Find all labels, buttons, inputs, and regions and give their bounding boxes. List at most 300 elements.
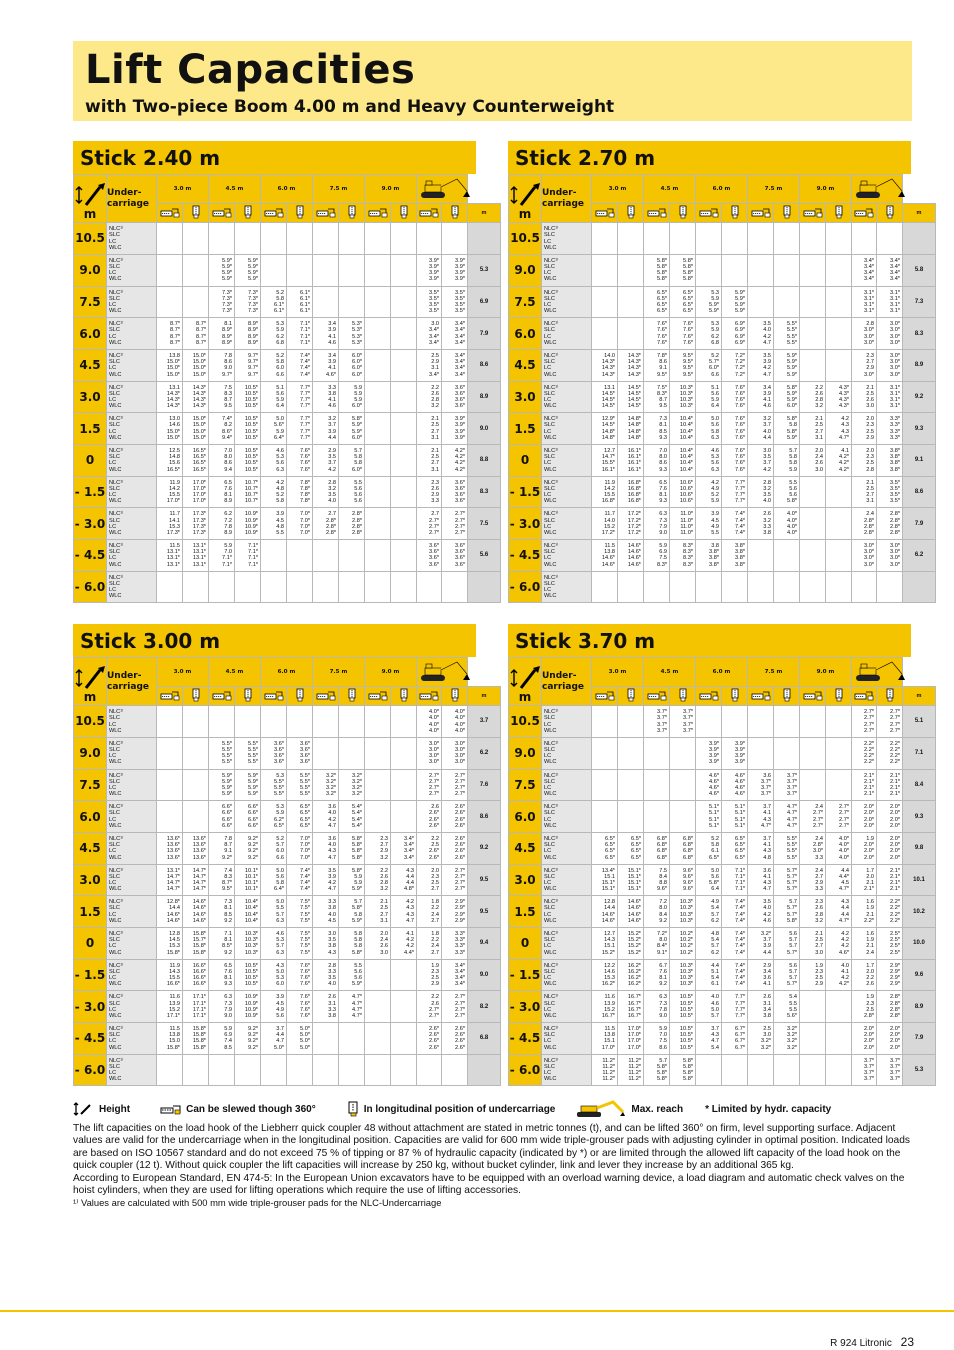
page-header [73,41,912,121]
capacity-value: 15.1* [601,886,615,893]
capacity-value: 2.6* [429,1038,439,1045]
capacity-value: 7.6* [683,321,693,328]
capacity-value: 16.5* [192,454,206,461]
capacity-value: 3.5 [328,867,336,874]
capacity-value: 5.6 [354,492,362,499]
longitudinal-capacity-cell [235,801,261,833]
undercarriage-label: LC [544,270,552,277]
capacity-value: 3.9* [455,264,465,271]
capacity-value: 5.5 [789,1000,797,1007]
capacity-value: 6.1 [711,848,719,855]
max-reach-value: 8.3 [468,476,501,508]
undercarriage-label: SLC [109,968,120,975]
capacity-value: 15.6 [169,460,180,467]
longitudinal-capacity-cell [877,1054,903,1086]
slew-capacity-cell [748,737,774,769]
slew-capacity-cell [157,381,183,413]
capacity-value: 6.9 [224,1032,232,1039]
longitudinal-capacity-cell [391,864,417,896]
capacity-value: 1.9 [866,994,874,1001]
capacity-value: 5.9 [224,1026,232,1033]
slew-capacity-cell [852,571,877,603]
slew-capacity-cell [157,476,183,508]
capacity-value: 5.3* [352,339,362,346]
slew-capacity-cell [592,254,618,286]
undercarriage-label: LC [109,1006,117,1013]
capacity-value: 7.3* [222,289,232,296]
capacity-value: 10.5* [679,994,693,1001]
capacity-value: 8.6* [222,428,232,435]
capacity-value: 2.5 [866,1006,874,1013]
slew-capacity-cell [852,223,877,255]
undercarriage-label: WLC [544,949,557,956]
slew-capacity-cell [748,286,774,318]
capacity-value: 9.2 [659,981,667,988]
undercarriage-label: WLC [109,822,122,829]
slew-capacity-cell [800,286,826,318]
capacity-value: 8.1 [224,975,232,982]
capacity-value: 2.5 [815,975,823,982]
capacity-value: 2.7 [431,949,439,956]
capacity-value: 1.7 [866,962,874,969]
capacity-value: 16.6* [192,962,206,969]
undercarriage-label: WLC [109,1012,122,1019]
longitudinal-icon [670,204,696,223]
capacity-value: 14.8 [169,454,180,461]
capacity-value: 2.8* [890,994,900,1001]
capacity-value: 3.7* [787,784,797,791]
capacity-value: 3.4 [328,321,336,328]
capacity-value: 3.5* [890,485,900,492]
capacity-value: 2.6* [455,822,465,829]
capacity-value: 11.5 [604,543,615,550]
capacity-value: 6.6 [711,371,719,378]
capacity-value: 10.3* [244,930,258,937]
undercarriage-label: SLC [109,517,120,524]
capacity-value: 6.7* [735,1044,745,1051]
capacity-value: 6.2 [711,949,719,956]
capacity-value: 8.7* [222,879,232,886]
slew-capacity-cell [417,801,442,833]
capacity-value: 9.6* [683,886,693,893]
capacity-value: 8.4 [659,911,667,918]
capacity-value: 10.5* [244,422,258,429]
longitudinal-capacity-cell [442,769,468,801]
undercarriage-label: WLC [109,949,122,956]
capacity-value: 7.0 [224,549,232,556]
longitudinal-capacity-cell [339,896,365,928]
undercarriage-label: WLC [544,498,557,505]
capacity-value: 2.6* [429,1026,439,1033]
capacity-value: 3.4 [763,968,771,975]
capacity-value: 4.0 [328,911,336,918]
capacity-value: 8.6 [659,359,667,366]
capacity-value: 17.2* [627,517,641,524]
capacity-value: 5.5* [787,321,797,328]
height-value: 3.0 [74,381,107,413]
capacity-value: 5.1* [735,822,745,829]
height-value: 0 [74,928,107,960]
longitudinal-capacity-cell [442,254,468,286]
longitudinal-capacity-cell [235,476,261,508]
capacity-value: 14.6* [627,543,641,550]
slew-capacity-cell [852,737,877,769]
longitudinal-capacity-cell [391,737,417,769]
capacity-value: 9.2* [248,854,258,861]
longitudinal-capacity-cell [442,413,468,445]
capacity-value: 14.3* [166,390,180,397]
capacity-value: 10.3* [679,962,693,969]
capacity-value: 2.8* [326,529,336,536]
capacity-value: 15.3 [169,943,180,950]
capacity-value: 3.6* [274,747,284,754]
capacity-value: 3.0* [429,759,439,766]
capacity-value: 10.3* [679,390,693,397]
longitudinal-capacity-cell [618,445,644,477]
capacity-value: 2.2 [431,835,439,842]
slew-capacity-cell [592,864,618,896]
longitudinal-capacity-cell [670,254,696,286]
capacity-value: 3.6 [763,772,771,779]
undercarriage-types [107,864,157,896]
capacity-value: 9.3 [659,466,667,473]
capacity-value: 6.6 [276,371,284,378]
capacity-value: 10.5* [244,466,258,473]
capacity-value: 3.2 [763,517,771,524]
capacity-value: 11.7 [169,511,180,518]
table-row [509,896,936,928]
longitudinal-capacity-cell [339,1023,365,1055]
capacity-value: 5.4* [352,810,362,817]
capacity-value: 7.1* [248,561,258,568]
capacity-value: 10.2* [679,930,693,937]
capacity-value: 7.0* [300,848,310,855]
capacity-value: 14.3* [166,403,180,410]
capacity-value: 3.6* [274,753,284,760]
capacity-value: 5.9* [352,886,362,893]
longitudinal-capacity-cell [235,896,261,928]
capacity-value: 17.0* [192,492,206,499]
capacity-value: 2.6 [763,511,771,518]
capacity-value: 7.7* [735,479,745,486]
capacity-value: 2.9* [455,899,465,906]
capacity-value: 3.1* [890,390,900,397]
capacity-value: 5.5* [248,753,258,760]
capacity-value: 5.8* [683,1063,693,1070]
capacity-value: 2.0 [866,873,874,880]
capacity-value: 2.7* [455,873,465,880]
slew-capacity-cell [748,991,774,1023]
slew-capacity-cell [696,896,722,928]
capacity-value: 2.2* [890,753,900,760]
longitudinal-capacity-cell [183,801,209,833]
capacity-value: 14.3* [627,359,641,366]
slew-capacity-cell [592,737,618,769]
undercarriage-types [542,737,592,769]
capacity-value: 14.4 [169,905,180,912]
capacity-value: 3.6* [455,492,465,499]
undercarriage-label: SLC [544,390,555,397]
slew-capacity-cell [209,769,235,801]
capacity-value: 7.2* [735,352,745,359]
capacity-value: 2.8* [890,517,900,524]
capacity-value: 10.4* [679,447,693,454]
capacity-value: 3.5* [429,295,439,302]
longitudinal-capacity-cell [442,928,468,960]
slew-capacity-cell [365,286,391,318]
capacity-value: 4.3 [841,422,849,429]
capacity-value: 2.1* [890,867,900,874]
capacity-value: 10.3* [244,949,258,956]
capacity-value: 3.0* [455,740,465,747]
undercarriage-label: NLC¹⁾ [109,479,124,486]
slew-capacity-cell [644,991,670,1023]
capacity-value: 6.0* [352,365,362,372]
capacity-value: 3.0* [890,333,900,340]
slew-icon [696,204,722,223]
capacity-value: 10.1* [244,886,258,893]
capacity-value: 5.4 [789,994,797,1001]
longitudinal-capacity-cell [183,254,209,286]
longitudinal-capacity-cell [722,571,748,603]
capacity-value: 14.3* [627,352,641,359]
longitudinal-capacity-cell [235,864,261,896]
capacity-value: 7.2 [224,517,232,524]
capacity-value: 10.4* [679,460,693,467]
slew-capacity-cell [365,445,391,477]
capacity-value: 7.5 [659,1038,667,1045]
longitudinal-capacity-cell [774,349,800,381]
max-reach-value: 8.6 [468,349,501,381]
longitudinal-capacity-cell [826,540,852,572]
slew-capacity-cell [592,706,618,738]
capacity-value: 11.2* [628,1063,641,1070]
undercarriage-label: NLC¹⁾ [544,930,559,937]
capacity-value: 2.2* [890,917,900,924]
undercarriage-label: LC [544,492,552,499]
capacity-value: 8.9* [248,327,258,334]
capacity-value: 2.7* [864,721,874,728]
longitudinal-capacity-cell [722,445,748,477]
undercarriage-types [542,896,592,928]
capacity-value: 3.5* [429,289,439,296]
capacity-value: 5.8 [354,911,362,918]
capacity-value: 6.5* [657,308,667,315]
undercarriage-label: LC [544,848,552,855]
capacity-value: 5.8 [711,842,719,849]
capacity-value: 7.5* [300,899,310,906]
undercarriage-label: NLC¹⁾ [109,740,124,747]
undercarriage-label: SLC [544,905,555,912]
undercarriage-types [542,476,592,508]
slew-capacity-cell [592,571,618,603]
capacity-value: 2.0* [890,1044,900,1051]
undercarriage-types [107,832,157,864]
longitudinal-capacity-cell [670,801,696,833]
capacity-value: 5.9* [222,784,232,791]
longitudinal-capacity-cell [287,737,313,769]
capacity-value: 2.7* [890,727,900,734]
capacity-value: 7.7* [735,994,745,1001]
capacity-value: 2.2* [864,759,874,766]
slew-capacity-cell [800,254,826,286]
undercarriage-label: LC [544,365,552,372]
capacity-value: 5.8* [657,264,667,271]
slew-capacity-cell [157,445,183,477]
capacity-value: 6.5* [657,295,667,302]
excavator-icon [417,197,473,203]
height-unit: m [518,689,532,704]
capacity-value: 14.7* [166,879,180,886]
max-reach-value: 6.2 [903,540,936,572]
capacity-value: 5.7 [354,447,362,454]
capacity-value: 2.1* [890,791,900,798]
capacity-value: 3.1* [890,295,900,302]
capacity-value: 4.7* [787,810,797,817]
capacity-value: 3.4 [763,384,771,391]
capacity-value: 16.8* [627,485,641,492]
longitudinal-capacity-cell [618,769,644,801]
longitudinal-capacity-cell [618,1054,644,1086]
slew-capacity-cell [313,286,339,318]
capacity-value: 3.0* [864,371,874,378]
capacity-value: 5.8* [787,917,797,924]
capacity-value: 8.6 [224,359,232,366]
capacity-value: 4.1 [406,930,414,937]
longitudinal-capacity-cell [670,318,696,350]
slew-capacity-cell [748,540,774,572]
capacity-value: 2.9 [431,492,439,499]
capacity-value: 8.6 [659,460,667,467]
longitudinal-capacity-cell [774,254,800,286]
slew-capacity-cell [157,801,183,833]
slew-icon [852,687,877,706]
capacity-value: 5.6 [711,873,719,880]
capacity-value: 7.7* [735,1006,745,1013]
capacity-value: 6.5* [605,835,615,842]
slew-capacity-cell [800,349,826,381]
capacity-value: 3.7* [864,1070,874,1077]
capacity-value: 14.6* [627,899,641,906]
capacity-value: 2.2* [890,905,900,912]
capacity-value: 7.1* [300,333,310,340]
slew-capacity-cell [644,1023,670,1055]
capacity-value: 10.9* [244,1000,258,1007]
capacity-value: 4.1 [763,873,771,880]
capacity-value: 6.1* [300,308,310,315]
table-row [74,349,501,381]
capacity-value: 12.7 [604,447,615,454]
height-value: - 3.0 [74,991,107,1023]
capacity-value: 10.6* [679,485,693,492]
undercarriage-label: NLC¹⁾ [109,994,124,1001]
capacity-value: 15.2 [604,1006,615,1013]
slew-capacity-cell [696,737,722,769]
capacity-value: 10.2* [679,949,693,956]
capacity-value: 10.5* [244,428,258,435]
capacity-value: 3.6* [455,485,465,492]
capacity-value: 2.2 [431,384,439,391]
longitudinal-capacity-cell [618,864,644,896]
height-value: - 6.0 [74,1054,107,1086]
capacity-value: 5.8 [354,460,362,467]
capacity-value: 14.8* [627,416,641,423]
capacity-value: 3.6* [429,555,439,562]
slew-capacity-cell [417,413,442,445]
undercarriage-label: NLC¹⁾ [544,994,559,1001]
slew-capacity-cell [157,1023,183,1055]
longitudinal-capacity-cell [391,381,417,413]
capacity-value: 7.7* [300,384,310,391]
slew-icon [644,687,670,706]
capacity-value: 16.2* [601,981,615,988]
capacity-value: 3.4* [455,365,465,372]
longitudinal-capacity-cell [339,928,365,960]
capacity-value: 5.8* [352,949,362,956]
capacity-value: 5.2 [711,492,719,499]
undercarriage-types [542,349,592,381]
capacity-value: 10.7* [244,492,258,499]
capacity-value: 15.3 [604,975,615,982]
slew-capacity-cell [365,706,391,738]
longitudinal-capacity-cell [287,445,313,477]
slew-capacity-cell [592,286,618,318]
undercarriage-label: LC [109,301,117,308]
max-reach-value [468,1054,501,1086]
capacity-value: 6.1* [300,295,310,302]
capacity-value: 6.9* [735,321,745,328]
capacity-value: 2.9* [455,911,465,918]
capacity-value: 5.0* [300,1038,310,1045]
capacity-value: 3.9* [429,264,439,271]
capacity-value: 2.5 [431,454,439,461]
capacity-value: 16.2* [627,975,641,982]
capacity-value: 7.3* [248,308,258,315]
capacity-value: 7.7* [300,403,310,410]
capacity-value: 4.2 [841,937,849,944]
capacity-value: 6.2* [274,816,284,823]
capacity-value: 4.5 [276,517,284,524]
slew-capacity-cell [261,318,287,350]
capacity-value: 16.7* [627,1012,641,1019]
slew-capacity-cell [748,1023,774,1055]
capacity-value: 2.7 [431,917,439,924]
longitudinal-capacity-cell [774,476,800,508]
longitudinal-capacity-cell [442,476,468,508]
slew-capacity-cell [261,959,287,991]
capacity-value: 15.2 [604,523,615,530]
capacity-value: 4.4 [841,867,849,874]
capacity-value: 3.3* [890,416,900,423]
capacity-value: 9.3 [224,981,232,988]
longitudinal-capacity-cell [183,1023,209,1055]
capacity-value: 3.2 [380,854,388,861]
capacity-value: 2.9 [866,365,874,372]
capacity-value: 4.6 [276,930,284,937]
capacity-value: 13.6* [166,848,180,855]
capacity-value: 5.5* [274,778,284,785]
max-reach-value: 9.5 [468,896,501,928]
capacity-value: 2.6 [866,981,874,988]
undercarriage-label: LC [544,911,552,918]
longitudinal-capacity-cell [235,349,261,381]
capacity-value: 2.1 [866,479,874,486]
longitudinal-capacity-cell [442,737,468,769]
longitudinal-capacity-cell [670,413,696,445]
capacity-value: 2.8* [352,523,362,530]
max-reach-value: 8.9 [468,381,501,413]
longitudinal-capacity-cell [442,508,468,540]
